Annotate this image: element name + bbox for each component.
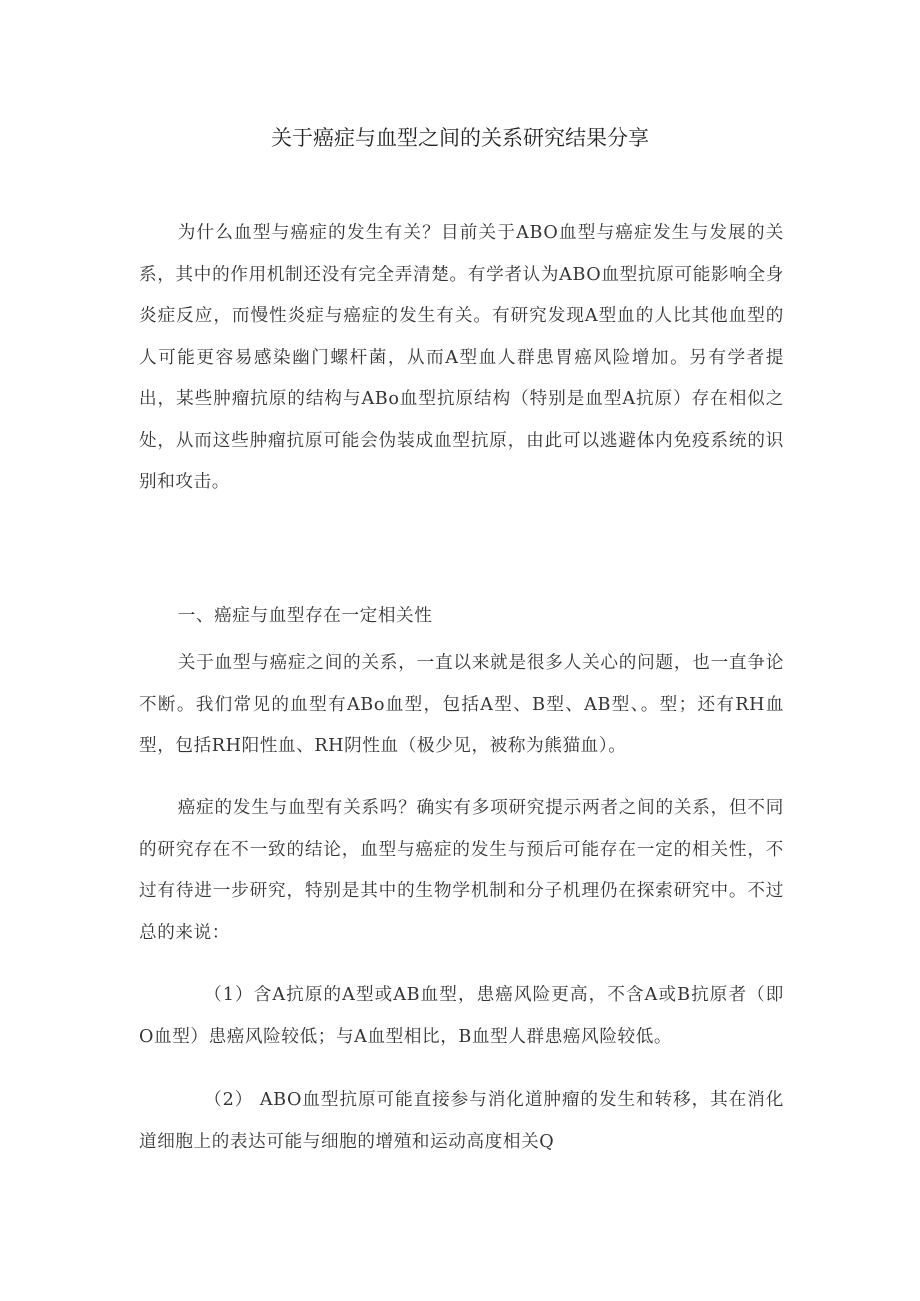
intro-paragraph: 为什么血型与癌症的发生有关？目前关于ABO血型与癌症发生与发展的关系，其中的作用机制还没有完全弄清楚。有学者认为ABO血型抗原可能影响全身炎症反应，而慢性炎症与癌症的发生有关。有研究发现A型血的人比其他血型的人可能更容易感染幽门螺杆菌，从而A型血人群患胃癌风险增加。另有学者提出，某些肿瘤抗原的结构与ABo血型抗原结构（特别是血型A抗原）存在相似之处，从而这些肿瘤抗原可能会伪装成血型抗原，由此可以逃避体内免疫系统的识别和攻击。 xyxy=(139,223,784,492)
list-point-1: （1）含A抗原的A型或AB血型，患癌风险更高，不含A或B抗原者（即O血型）患癌风险较低；与A血型相比，B血型人群患癌风险较低。 xyxy=(139,985,784,1047)
section-paragraph-2: 癌症的发生与血型有关系吗？确实有多项研究提示两者之间的关系，但不同的研究存在不一致的结论，血型与癌症的发生与预后可能存在一定的相关性，不过有待进一步研究，特别是其中的生物学机制和分子机理仍在探索研究中。不过总的来说： xyxy=(139,798,784,943)
section-heading: 一、癌症与血型存在一定相关性 xyxy=(177,606,433,626)
list-point-2: （2） ABO血型抗原可能直接参与消化道肿瘤的发生和转移，其在消化道细胞上的表达可能与细胞的增殖和运动高度相关Q xyxy=(139,1090,784,1152)
section-paragraph-1: 关于血型与癌症之间的关系，一直以来就是很多人关心的问题，也一直争论不断。我们常见的血型有ABo血型，包括A型、B型、AB型、。型；还有RH血型，包括RH阳性血、RH阴性血（极少见，被称为熊猫血）。 xyxy=(139,653,784,756)
document-title: 关于癌症与血型之间的关系研究结果分享 xyxy=(271,126,649,150)
